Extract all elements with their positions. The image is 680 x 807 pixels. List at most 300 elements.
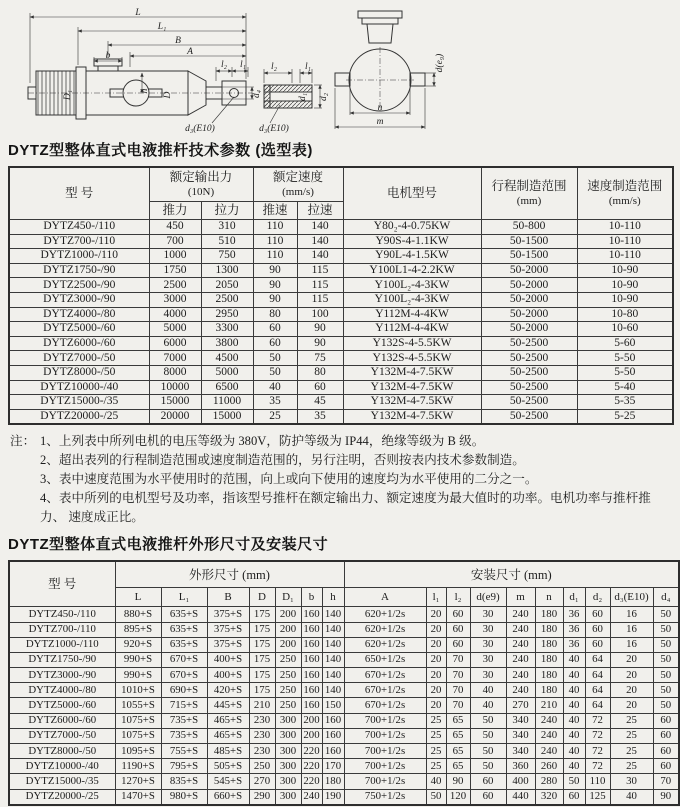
value-cell: 280 (535, 774, 563, 789)
value-cell: 115 (297, 292, 343, 307)
value-cell: 1075+S (115, 728, 161, 743)
value-cell: 20000 (149, 409, 201, 424)
value-cell: 140 (322, 683, 344, 698)
value-cell: 64 (585, 683, 610, 698)
value-cell: 25 (426, 759, 446, 774)
value-cell: 880+S (115, 607, 161, 622)
value-cell: 25 (610, 744, 653, 759)
dimension-label: D₁ (63, 89, 73, 101)
value-cell: 400+S (207, 652, 249, 667)
value-cell: 175 (249, 607, 275, 622)
value-cell: 175 (249, 622, 275, 637)
value-cell: 36 (563, 607, 585, 622)
model-cell: DYTZ10000-/40 (9, 759, 115, 774)
value-cell: 10-110 (577, 234, 673, 249)
value-cell: 40 (563, 713, 585, 728)
value-cell: 300 (275, 759, 301, 774)
value-cell: 160 (301, 683, 322, 698)
value-cell: 2500 (149, 278, 201, 293)
value-cell: 40 (470, 698, 506, 713)
value-cell: 10-90 (577, 263, 673, 278)
value-cell: 635+S (161, 622, 207, 637)
value-cell: 700+1/2s (344, 713, 426, 728)
model-cell: DYTZ1000-/110 (9, 637, 115, 652)
value-cell: 160 (301, 637, 322, 652)
model-cell: DYTZ700-/110 (9, 622, 115, 637)
table-row (9, 759, 679, 774)
value-cell: 90 (253, 263, 297, 278)
value-cell: 250 (249, 759, 275, 774)
value-cell: 50-1500 (481, 249, 577, 264)
table-row (9, 365, 673, 380)
value-cell: 50-2000 (481, 307, 577, 322)
value-cell: 50 (653, 622, 679, 637)
model-cell: DYTZ8000-/50 (9, 744, 115, 759)
value-cell: 1470+S (115, 789, 161, 805)
value-cell: 115 (297, 278, 343, 293)
technical-drawing (8, 3, 672, 137)
value-cell: 120 (446, 789, 470, 805)
dimension-label: d₃(E10) (185, 124, 215, 134)
value-cell: 160 (301, 668, 322, 683)
column-header: L₁ (161, 588, 207, 607)
table-row (9, 395, 673, 410)
value-cell: Y132M-4-7.5KW (343, 409, 481, 424)
value-cell: 70 (446, 683, 470, 698)
col-stroke-range: 行程制造范围 (mm) (481, 167, 577, 220)
value-cell: 3800 (201, 336, 253, 351)
value-cell: 1075+S (115, 713, 161, 728)
value-cell: 20 (426, 637, 446, 652)
value-cell: 190 (322, 789, 344, 805)
value-cell: 160 (322, 744, 344, 759)
value-cell: 50-2500 (481, 336, 577, 351)
dimension-label: b (105, 51, 111, 61)
value-cell: 40 (563, 759, 585, 774)
value-cell: 1095+S (115, 744, 161, 759)
value-cell: 1300 (201, 263, 253, 278)
value-cell: 1055+S (115, 698, 161, 713)
value-cell: 60 (585, 607, 610, 622)
value-cell: 240 (506, 607, 535, 622)
value-cell: 2050 (201, 278, 253, 293)
section1-title: DYTZ型整体直式电液推杆技术参数 (选型表) (8, 142, 313, 159)
value-cell: 30 (610, 774, 653, 789)
table-row (9, 607, 679, 622)
value-cell: Y90S-4-1.1KW (343, 234, 481, 249)
value-cell: 240 (301, 789, 322, 805)
dimension-label: l₁ (240, 60, 246, 70)
value-cell: 160 (301, 652, 322, 667)
column-header: h (322, 588, 344, 607)
value-cell: 40 (470, 683, 506, 698)
value-cell: 5-25 (577, 409, 673, 424)
value-cell: 5000 (201, 365, 253, 380)
value-cell: 110 (253, 234, 297, 249)
value-cell: 340 (506, 713, 535, 728)
value-cell: 980+S (161, 789, 207, 805)
value-cell: 290 (249, 789, 275, 805)
value-cell: 60 (253, 322, 297, 337)
value-cell: 300 (275, 789, 301, 805)
column-header: d₂ (585, 588, 610, 607)
value-cell: 20 (426, 607, 446, 622)
value-cell: 110 (585, 774, 610, 789)
model-cell: DYTZ1750-/90 (9, 652, 115, 667)
value-cell: 5-35 (577, 395, 673, 410)
table-row (9, 351, 673, 366)
value-cell: 200 (301, 728, 322, 743)
dimension-label: n (377, 103, 383, 113)
dimension-label: L₁ (157, 22, 167, 32)
model-cell: DYTZ1000-/110 (9, 249, 149, 264)
value-cell: 795+S (161, 759, 207, 774)
value-cell: Y132S-4-5.5KW (343, 351, 481, 366)
value-cell: Y112M-4-4KW (343, 307, 481, 322)
value-cell: 300 (275, 713, 301, 728)
table-row (9, 668, 679, 683)
value-cell: 440 (506, 789, 535, 805)
model-cell: DYTZ4000-/80 (9, 683, 115, 698)
table-row (9, 249, 673, 264)
value-cell: 150 (322, 698, 344, 713)
column-header: L (115, 588, 161, 607)
value-cell: 90 (297, 336, 343, 351)
value-cell: 100 (297, 307, 343, 322)
value-cell: 50 (470, 759, 506, 774)
value-cell: 65 (446, 744, 470, 759)
dimension-label: D (163, 91, 173, 99)
value-cell: 60 (653, 728, 679, 743)
column-header: d₄ (653, 588, 679, 607)
table-row (9, 278, 673, 293)
value-cell: 400+S (207, 668, 249, 683)
note-item: 3、表中速度范围为水平使用时的范围，向上或向下使用的速度均为水平使用的二分之一。 (40, 472, 538, 487)
value-cell: 140 (322, 652, 344, 667)
value-cell: 64 (585, 698, 610, 713)
value-cell: 715+S (161, 698, 207, 713)
value-cell: 60 (585, 637, 610, 652)
dimension-label: d₂ (319, 92, 329, 102)
value-cell: 250 (275, 698, 301, 713)
value-cell: 50 (653, 637, 679, 652)
value-cell: 230 (249, 744, 275, 759)
note-line (10, 432, 672, 451)
value-cell: Y90L-4-1.5KW (343, 249, 481, 264)
value-cell: 270 (249, 774, 275, 789)
dimension-label: d₄ (252, 89, 262, 99)
value-cell: 170 (322, 759, 344, 774)
model-cell: DYTZ20000-/25 (9, 789, 115, 805)
value-cell: 650+1/2s (344, 652, 426, 667)
value-cell: 20 (426, 622, 446, 637)
col-pull-speed: 拉速 (297, 202, 343, 220)
value-cell: 210 (249, 698, 275, 713)
dimension-label: m (376, 117, 384, 127)
value-cell: 72 (585, 744, 610, 759)
value-cell: 64 (585, 652, 610, 667)
value-cell: 72 (585, 728, 610, 743)
col-speed-range: 速度制造范围 (mm/s) (577, 167, 673, 220)
table-row (9, 652, 679, 667)
value-cell: 60 (446, 607, 470, 622)
table-row (9, 637, 679, 652)
value-cell: 755+S (161, 744, 207, 759)
dimension-label: d₃(E10) (259, 124, 289, 134)
value-cell: 375+S (207, 637, 249, 652)
value-cell: 700+1/2s (344, 759, 426, 774)
value-cell: 320 (535, 789, 563, 805)
value-cell: 15000 (149, 395, 201, 410)
value-cell: 50-1500 (481, 234, 577, 249)
value-cell: 220 (301, 774, 322, 789)
value-cell: 260 (535, 759, 563, 774)
value-cell: Y100L₂-4-3KW (343, 278, 481, 293)
value-cell: 10-90 (577, 292, 673, 307)
notes-prefix: 注： (10, 434, 36, 449)
value-cell: 110 (253, 249, 297, 264)
dimension-label: h (140, 88, 150, 94)
value-cell: 300 (275, 728, 301, 743)
value-cell: 635+S (161, 607, 207, 622)
value-cell: 25 (253, 409, 297, 424)
value-cell: 110 (253, 220, 297, 235)
value-cell: 60 (470, 789, 506, 805)
table-row (9, 292, 673, 307)
value-cell: 510 (201, 234, 253, 249)
value-cell: 90 (253, 292, 297, 307)
value-cell: 16 (610, 607, 653, 622)
value-cell: 180 (322, 774, 344, 789)
value-cell: 72 (585, 759, 610, 774)
value-cell: 4000 (149, 307, 201, 322)
col-model: 型 号 (9, 167, 149, 220)
value-cell: 60 (653, 759, 679, 774)
value-cell: 300 (275, 774, 301, 789)
value-cell: 35 (297, 409, 343, 424)
table-row (9, 713, 679, 728)
value-cell: 15000 (201, 409, 253, 424)
value-cell: 180 (535, 637, 563, 652)
value-cell: 240 (506, 622, 535, 637)
value-cell: 25 (610, 728, 653, 743)
note-item: 4、表中所列的电机型号及功率，指该型号推杆在额定输出力、额定速度为最大值时的功率。电机功率与推杆推力、 速度成正比。 (40, 491, 651, 525)
value-cell: 375+S (207, 622, 249, 637)
value-cell: 700+1/2s (344, 744, 426, 759)
value-cell: 80 (297, 365, 343, 380)
dimension-label: A (187, 47, 193, 57)
dimension-label: l₂ (271, 62, 277, 72)
value-cell: 200 (301, 713, 322, 728)
dimension-label: d₁ (298, 92, 308, 102)
value-cell: 3000 (149, 292, 201, 307)
value-cell: 180 (535, 652, 563, 667)
value-cell: 310 (201, 220, 253, 235)
table-row (9, 307, 673, 322)
model-cell: DYTZ450-/110 (9, 607, 115, 622)
value-cell: 240 (535, 744, 563, 759)
value-cell: 250 (275, 683, 301, 698)
value-cell: Y132M-4-7.5KW (343, 395, 481, 410)
value-cell: 40 (253, 380, 297, 395)
value-cell: 1000 (149, 249, 201, 264)
note-item: 2、超出表列的行程制造范围或速度制造范围的，另行注明，否则按表内技术参数制造。 (40, 453, 525, 468)
model-cell: DYTZ2500-/90 (9, 278, 149, 293)
value-cell: 990+S (115, 668, 161, 683)
value-cell: 20 (610, 652, 653, 667)
value-cell: 70 (653, 774, 679, 789)
column-header: d₁ (563, 588, 585, 607)
dimension-label: d(e₉) (435, 53, 445, 73)
value-cell: 990+S (115, 652, 161, 667)
section2-title: DYTZ型整体直式电液推杆外形尺寸及安装尺寸 (8, 536, 329, 554)
value-cell: 140 (322, 607, 344, 622)
value-cell: 5-40 (577, 380, 673, 395)
value-cell: 50 (653, 652, 679, 667)
value-cell: 50 (253, 365, 297, 380)
value-cell: 50-2500 (481, 409, 577, 424)
value-cell: 50-2000 (481, 263, 577, 278)
value-cell: 700 (149, 234, 201, 249)
note-line (10, 470, 672, 489)
model-cell: DYTZ450-/110 (9, 220, 149, 235)
value-cell: 620+1/2s (344, 622, 426, 637)
value-cell: 60 (446, 622, 470, 637)
value-cell: 465+S (207, 728, 249, 743)
table-row (9, 728, 679, 743)
model-cell: DYTZ3000-/90 (9, 668, 115, 683)
value-cell: 750 (201, 249, 253, 264)
specs-table (8, 166, 674, 425)
col-rated-speed: 额定速度 (mm/s) (253, 167, 343, 202)
dimensions-table (8, 560, 680, 805)
value-cell: 690+S (161, 683, 207, 698)
value-cell: 60 (446, 637, 470, 652)
value-cell: 50-2000 (481, 292, 577, 307)
dimension-label: l₁ (305, 62, 311, 72)
value-cell: 10-60 (577, 322, 673, 337)
value-cell: 25 (610, 759, 653, 774)
value-cell: 60 (653, 713, 679, 728)
dimension-label: B (175, 36, 181, 46)
value-cell: 180 (535, 668, 563, 683)
value-cell: 50-2000 (481, 278, 577, 293)
value-cell: 50 (653, 607, 679, 622)
value-cell: Y132M-4-7.5KW (343, 365, 481, 380)
value-cell: 20 (610, 698, 653, 713)
model-cell: DYTZ8000-/50 (9, 365, 149, 380)
value-cell: 895+S (115, 622, 161, 637)
value-cell: 8000 (149, 365, 201, 380)
value-cell: 45 (297, 395, 343, 410)
specs-table-header (9, 167, 673, 220)
value-cell: 60 (297, 380, 343, 395)
value-cell: 50 (653, 698, 679, 713)
table-row (9, 380, 673, 395)
table-row (9, 744, 679, 759)
value-cell: 180 (535, 683, 563, 698)
column-header: n (535, 588, 563, 607)
value-cell: 270 (506, 698, 535, 713)
value-cell: 670+1/2s (344, 668, 426, 683)
column-header: d₃(E10) (610, 588, 653, 607)
dimension-lines-middle (264, 69, 322, 123)
value-cell: 70 (446, 698, 470, 713)
value-cell: 160 (301, 607, 322, 622)
value-cell: 660+S (207, 789, 249, 805)
value-cell: 10-110 (577, 220, 673, 235)
column-header: B (207, 588, 249, 607)
value-cell: 250 (275, 652, 301, 667)
value-cell: 40 (563, 683, 585, 698)
value-cell: 175 (249, 652, 275, 667)
col-push-force: 推力 (149, 202, 201, 220)
value-cell: 20 (426, 683, 446, 698)
value-cell: 180 (535, 622, 563, 637)
value-cell: Y132S-4-5.5KW (343, 336, 481, 351)
value-cell: 160 (322, 713, 344, 728)
value-cell: 16 (610, 637, 653, 652)
model-cell: DYTZ3000-/90 (9, 292, 149, 307)
value-cell: 25 (426, 744, 446, 759)
value-cell: 200 (275, 637, 301, 652)
col-model: 型 号 (9, 561, 115, 607)
value-cell: 36 (563, 637, 585, 652)
note-item: 1、上列表中所列电机的电压等级为 380V，防护等级为 IP44，绝缘等级为 B 级。 (40, 434, 485, 449)
value-cell: 1190+S (115, 759, 161, 774)
value-cell: Y112M-4-4KW (343, 322, 481, 337)
value-cell: Y100L₂-4-3KW (343, 292, 481, 307)
value-cell: 175 (249, 637, 275, 652)
value-cell: Y80₂-4-0.75KW (343, 220, 481, 235)
table-row (9, 220, 673, 235)
value-cell: 20 (426, 668, 446, 683)
value-cell: 50 (253, 351, 297, 366)
col-rated-force: 额定输出力 (10N) (149, 167, 253, 202)
value-cell: 1010+S (115, 683, 161, 698)
value-cell: 160 (301, 622, 322, 637)
value-cell: 20 (610, 668, 653, 683)
value-cell: 180 (535, 607, 563, 622)
value-cell: 50-800 (481, 220, 577, 235)
value-cell: 220 (301, 744, 322, 759)
value-cell: 50-2500 (481, 365, 577, 380)
value-cell: 10-80 (577, 307, 673, 322)
value-cell: 20 (426, 652, 446, 667)
value-cell: 90 (446, 774, 470, 789)
table-row (9, 789, 679, 805)
value-cell: 200 (275, 622, 301, 637)
value-cell: 70 (446, 652, 470, 667)
value-cell: 465+S (207, 713, 249, 728)
value-cell: 670+1/2s (344, 698, 426, 713)
value-cell: 50-2500 (481, 351, 577, 366)
value-cell: 60 (563, 789, 585, 805)
value-cell: 7000 (149, 351, 201, 366)
model-cell: DYTZ6000-/60 (9, 713, 115, 728)
model-cell: DYTZ15000-/35 (9, 395, 149, 410)
value-cell: 450 (149, 220, 201, 235)
value-cell: 60 (253, 336, 297, 351)
table-row (9, 234, 673, 249)
value-cell: 200 (275, 607, 301, 622)
value-cell: 65 (446, 728, 470, 743)
value-cell: 50-2500 (481, 395, 577, 410)
value-cell: 240 (506, 637, 535, 652)
value-cell: 115 (297, 263, 343, 278)
value-cell: 72 (585, 713, 610, 728)
value-cell: 700+1/2s (344, 774, 426, 789)
